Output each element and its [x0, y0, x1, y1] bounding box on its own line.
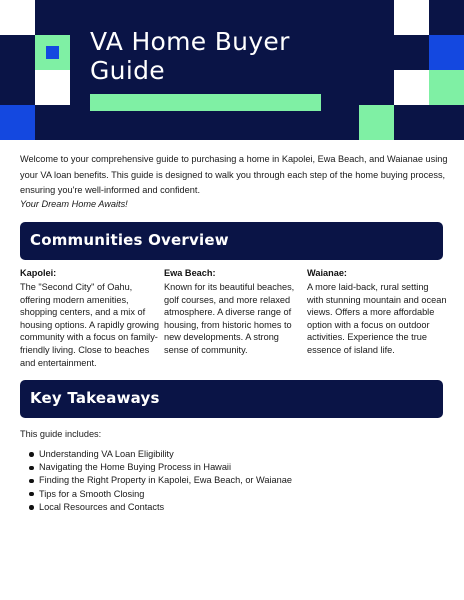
list-item: Navigating the Home Buying Process in Hawaii — [29, 461, 292, 474]
list-item: Tips for a Smooth Closing — [29, 488, 292, 501]
list-item: Local Resources and Contacts — [29, 501, 292, 514]
communities-section-header — [20, 222, 443, 260]
community-description: The "Second City" of Oahu, offering modern amenities, shopping centers, and a mix of housing options. A rapidly growing community with a focus on family-friendly living. Close to beaches and entertainment. — [20, 282, 159, 368]
community-column-ewa-beach — [164, 268, 304, 357]
header-banner — [0, 0, 464, 140]
white-square-block — [0, 0, 35, 35]
takeaways-intro: This guide includes: — [20, 429, 102, 439]
community-description: Known for its beautiful beaches, golf courses, and more relaxed atmosphere. A diverse range of housing, from historic homes to new developments. A strong sense of community. — [164, 282, 295, 355]
page-title: VA Home Buyer Guide — [90, 27, 290, 85]
white-square-block — [35, 70, 70, 105]
blue-square-block — [429, 35, 464, 70]
list-item: Understanding VA Loan Eligibility — [29, 448, 292, 461]
takeaways-section-header — [20, 380, 443, 418]
mint-square-block — [359, 105, 394, 140]
blue-square-block — [46, 46, 59, 59]
white-square-block — [394, 0, 429, 35]
community-description: A more laid-back, rural setting with stunning mountain and ocean views. Offers a more affordable option with a focus on outdoor activities. Experience the true essence of island life. — [307, 282, 447, 355]
community-column-kapolei — [20, 268, 160, 369]
community-name: Waianae: — [307, 268, 347, 278]
section-heading: Key Takeaways — [30, 389, 160, 407]
tagline: Your Dream Home Awaits! — [20, 199, 128, 209]
list-item: Finding the Right Property in Kapolei, Ewa Beach, or Waianae — [29, 474, 292, 487]
takeaways-list — [29, 448, 292, 514]
section-heading: Communities Overview — [30, 231, 229, 249]
community-name: Kapolei: — [20, 268, 57, 278]
title-accent-bar — [90, 94, 321, 111]
community-name: Ewa Beach: — [164, 268, 216, 278]
white-square-block — [394, 70, 429, 105]
mint-square-block — [429, 70, 464, 105]
blue-square-block — [0, 105, 35, 140]
intro-paragraph: Welcome to your comprehensive guide to purchasing a home in Kapolei, Ewa Beach, and Waianae using your VA loan benefits. This guide is designed to walk you through each step of the home buying process, ensuring you're well-informed and confident. — [20, 154, 448, 195]
community-column-waianae — [307, 268, 447, 357]
